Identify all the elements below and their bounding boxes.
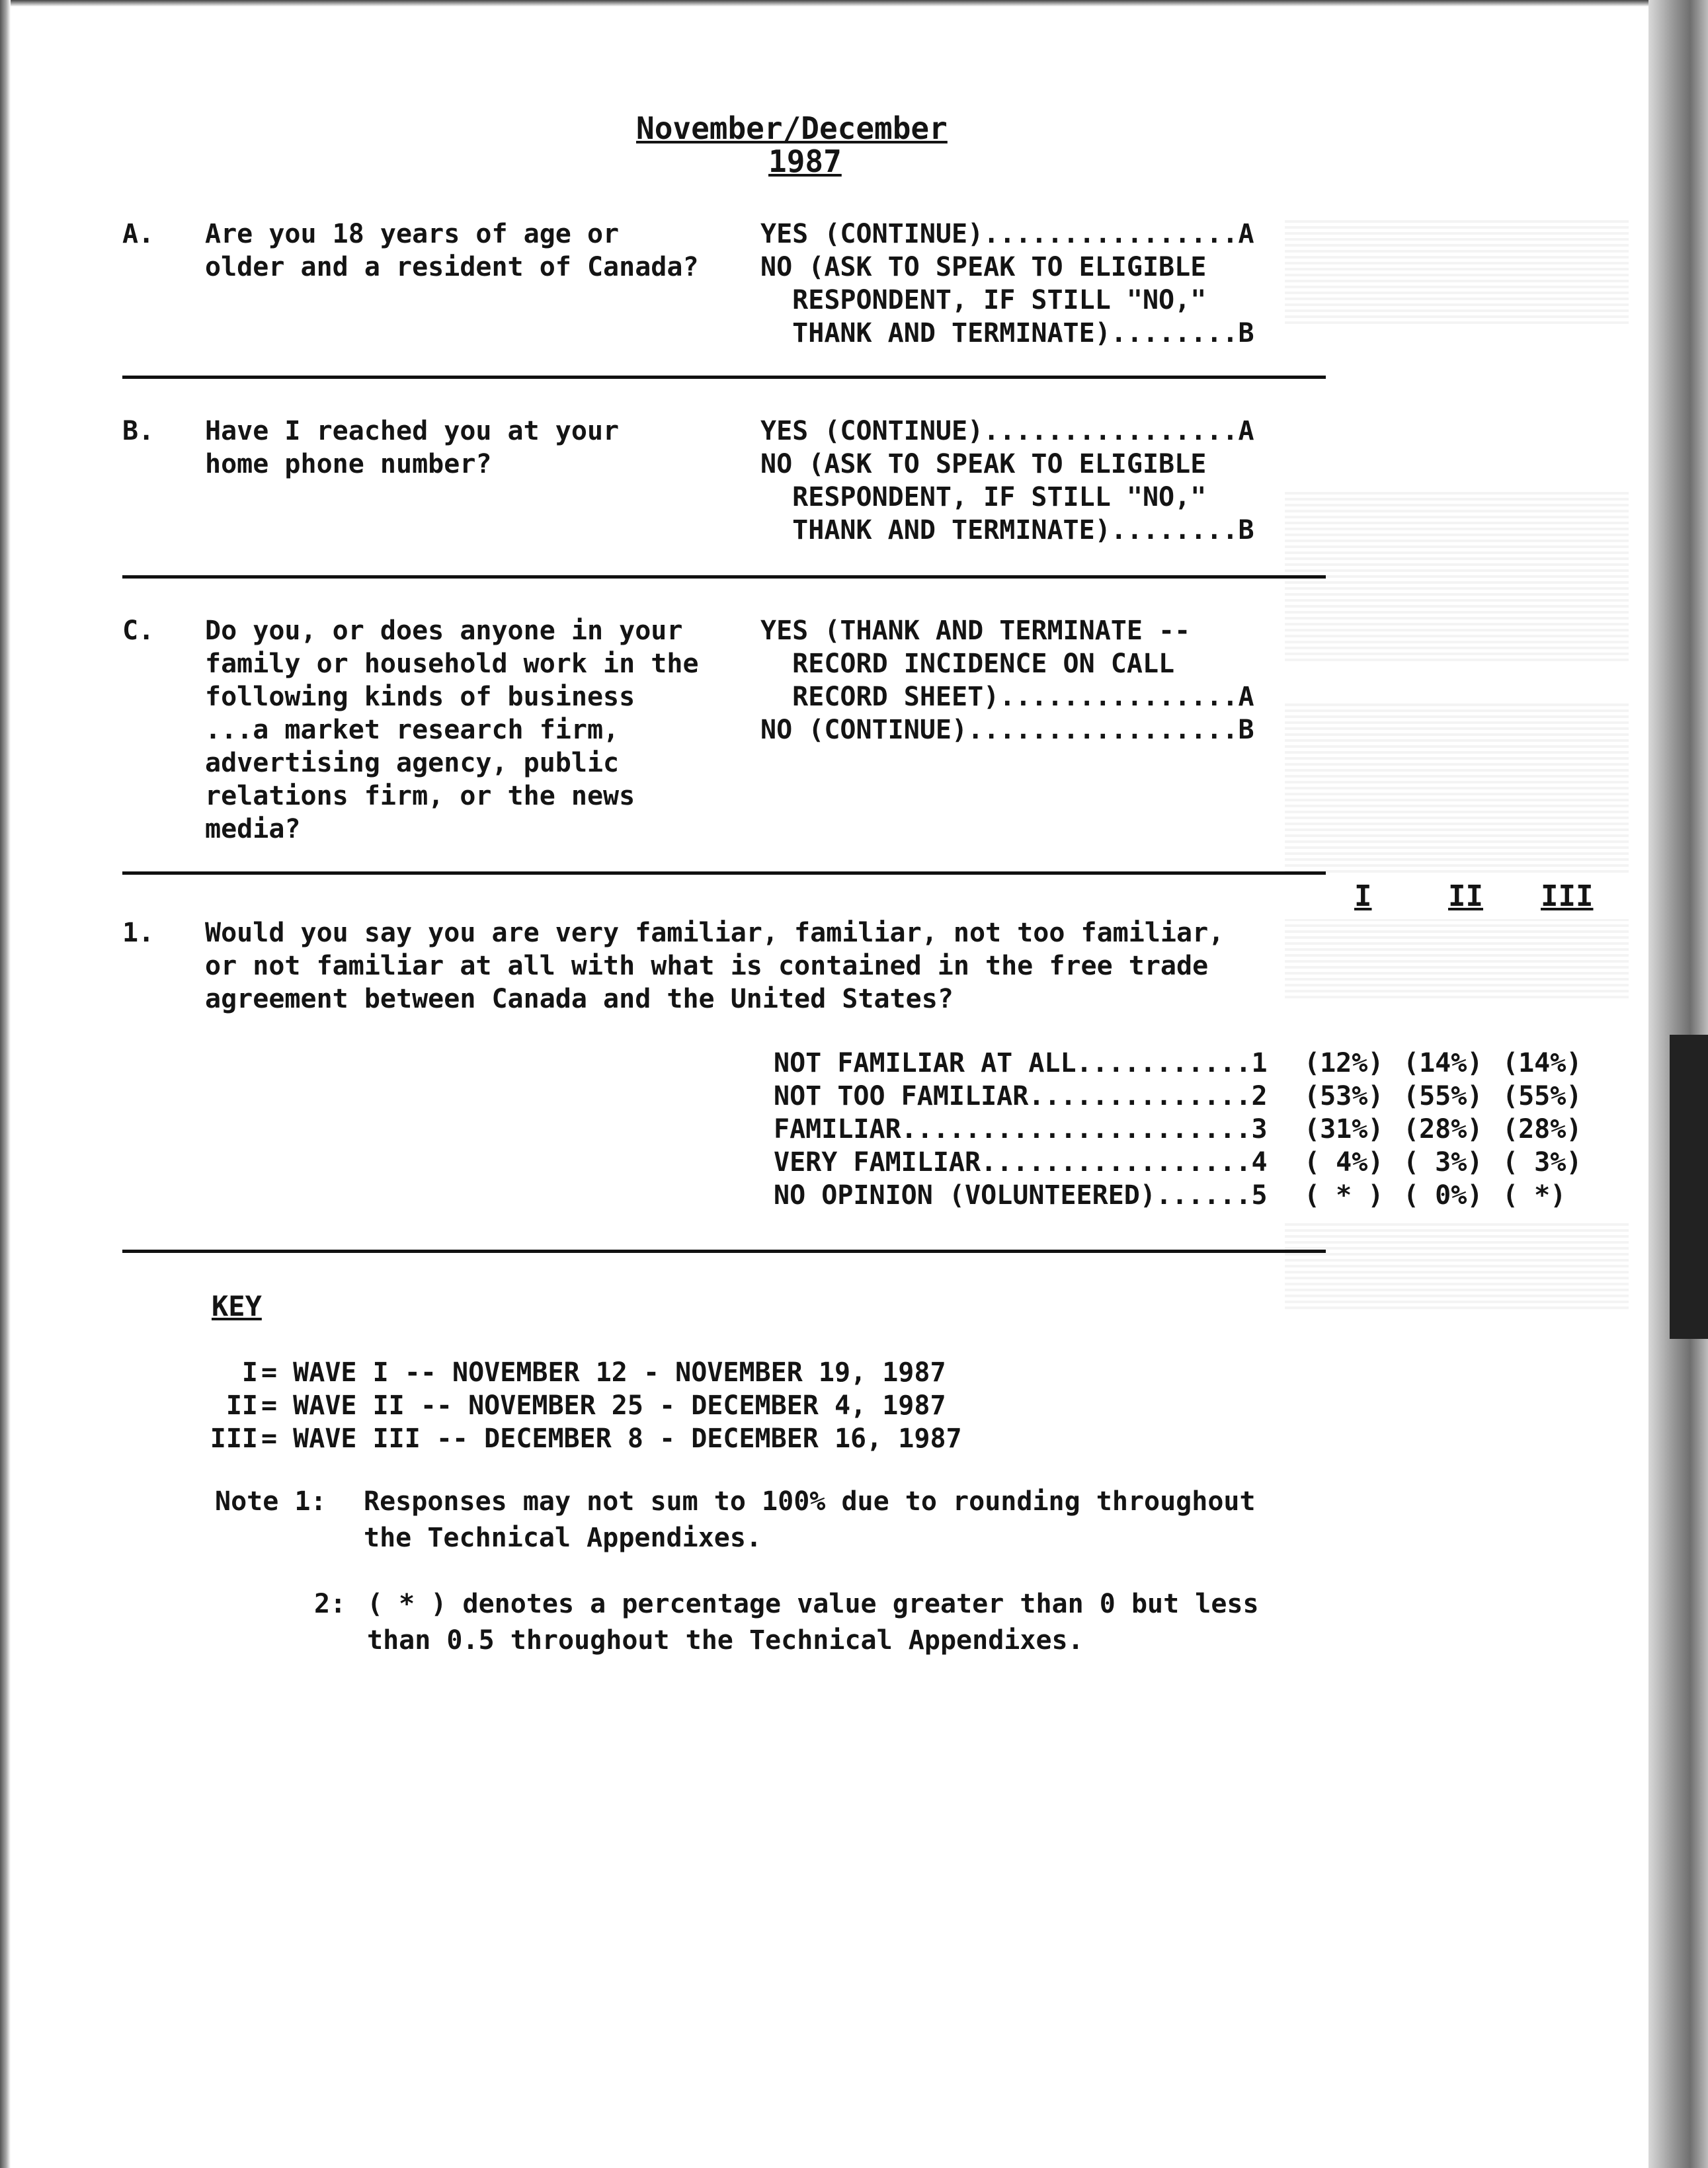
question-text-line: agreement between Canada and the United States?	[205, 984, 954, 1014]
section-divider	[122, 376, 1326, 379]
page-year: 1987	[768, 143, 842, 179]
response-value-wave-1: (12%)	[1304, 1048, 1384, 1078]
screener-question-line: Have I reached you at your	[205, 416, 620, 446]
section-divider	[122, 575, 1326, 579]
response-label: NOT FAMILIAR AT ALL...........1	[774, 1048, 1268, 1078]
bleed-through-text	[1285, 218, 1629, 324]
key-symbol: III	[210, 1424, 258, 1454]
response-label: FAMILIAR......................3	[774, 1114, 1268, 1144]
bleed-through-text	[1285, 919, 1629, 998]
response-value-wave-3: (55%)	[1502, 1081, 1582, 1111]
screener-label: A.	[122, 219, 155, 249]
screener-question-line: Do you, or does anyone in your	[205, 616, 683, 646]
response-value-wave-1: (53%)	[1304, 1081, 1384, 1111]
screener-answer-line: RECORD SHEET)...............A	[760, 682, 1254, 712]
screener-question-line: following kinds of business	[205, 682, 635, 712]
response-value-wave-3: ( 3%)	[1502, 1147, 1582, 1178]
note-2-line: ( * ) denotes a percentage value greater than 0 but less	[367, 1589, 1259, 1619]
response-label: NOT TOO FAMILIAR..............2	[774, 1081, 1268, 1111]
response-value-wave-3: ( *)	[1502, 1180, 1566, 1211]
response-value-wave-1: ( * )	[1304, 1180, 1384, 1211]
screener-question-line: family or household work in the	[205, 649, 699, 679]
screener-question-line: advertising agency, public	[205, 748, 620, 778]
bleed-through-text	[1285, 1223, 1629, 1309]
response-value-wave-2: (55%)	[1403, 1081, 1483, 1111]
response-value-wave-3: (14%)	[1502, 1048, 1582, 1078]
screener-question-line: media?	[205, 814, 301, 844]
key-symbol: II	[225, 1390, 258, 1421]
page-title: November/December	[636, 110, 948, 146]
screener-answer-line: THANK AND TERMINATE)........B	[760, 318, 1254, 348]
screener-answer-line: YES (THANK AND TERMINATE --	[760, 616, 1191, 646]
screener-question-line: Are you 18 years of age or	[205, 219, 620, 249]
response-value-wave-2: ( 0%)	[1403, 1180, 1483, 1211]
key-text: = WAVE I -- NOVEMBER 12 - NOVEMBER 19, 1987	[261, 1357, 946, 1388]
response-label: NO OPINION (VOLUNTEERED)......5	[774, 1180, 1268, 1211]
response-value-wave-3: (28%)	[1502, 1114, 1582, 1144]
question-text-line: Would you say you are very familiar, familiar, not too familiar,	[205, 918, 1225, 948]
note-1-label: Note 1:	[215, 1486, 327, 1517]
screener-question-line: ...a market research firm,	[205, 715, 620, 745]
response-value-wave-2: ( 3%)	[1403, 1147, 1483, 1178]
screener-answer-line: YES (CONTINUE)................A	[760, 416, 1254, 446]
question-number: 1.	[122, 918, 155, 948]
key-symbol: I	[241, 1357, 258, 1388]
column-header-wave-1: I	[1354, 879, 1372, 913]
column-header-wave-2: II	[1448, 879, 1483, 913]
question-text-line: or not familiar at all with what is contained in the free trade	[205, 951, 1209, 981]
screener-answer-line: NO (ASK TO SPEAK TO ELIGIBLE	[760, 252, 1207, 282]
scan-left-edge	[0, 0, 11, 2168]
screener-label: C.	[122, 616, 155, 646]
bleed-through-text	[1285, 701, 1629, 873]
screener-answer-line: RECORD INCIDENCE ON CALL	[760, 649, 1175, 679]
key-text: = WAVE III -- DECEMBER 8 - DECEMBER 16, 1987	[261, 1424, 962, 1454]
note-2-label: 2:	[314, 1589, 346, 1619]
screener-answer-line: RESPONDENT, IF STILL "NO,"	[760, 482, 1207, 512]
note-1-line: Responses may not sum to 100% due to rounding throughout	[364, 1486, 1256, 1517]
screener-answer-line: YES (CONTINUE)................A	[760, 219, 1254, 249]
section-divider	[122, 871, 1326, 875]
column-header-wave-3: III	[1541, 879, 1594, 913]
response-value-wave-1: (31%)	[1304, 1114, 1384, 1144]
response-value-wave-2: (28%)	[1403, 1114, 1483, 1144]
screener-question-line: older and a resident of Canada?	[205, 252, 699, 282]
screener-answer-line: RESPONDENT, IF STILL "NO,"	[760, 285, 1207, 315]
screener-question-line: home phone number?	[205, 449, 492, 479]
screener-question-line: relations firm, or the news	[205, 781, 635, 811]
screener-answer-line: THANK AND TERMINATE)........B	[760, 515, 1254, 545]
binder-tab	[1670, 1035, 1708, 1339]
scan-top-edge	[0, 0, 1708, 7]
screener-label: B.	[122, 416, 155, 446]
section-divider	[122, 1250, 1326, 1253]
screener-answer-line: NO (ASK TO SPEAK TO ELIGIBLE	[760, 449, 1207, 479]
bleed-through-text	[1285, 489, 1629, 661]
key-title: KEY	[212, 1290, 262, 1322]
response-value-wave-1: ( 4%)	[1304, 1147, 1384, 1178]
note-1-line: the Technical Appendixes.	[364, 1523, 762, 1553]
note-2-line: than 0.5 throughout the Technical Appendixes.	[367, 1625, 1084, 1656]
response-value-wave-2: (14%)	[1403, 1048, 1483, 1078]
response-label: VERY FAMILIAR.................4	[774, 1147, 1268, 1178]
key-text: = WAVE II -- NOVEMBER 25 - DECEMBER 4, 1987	[261, 1390, 946, 1421]
screener-answer-line: NO (CONTINUE).................B	[760, 715, 1254, 745]
